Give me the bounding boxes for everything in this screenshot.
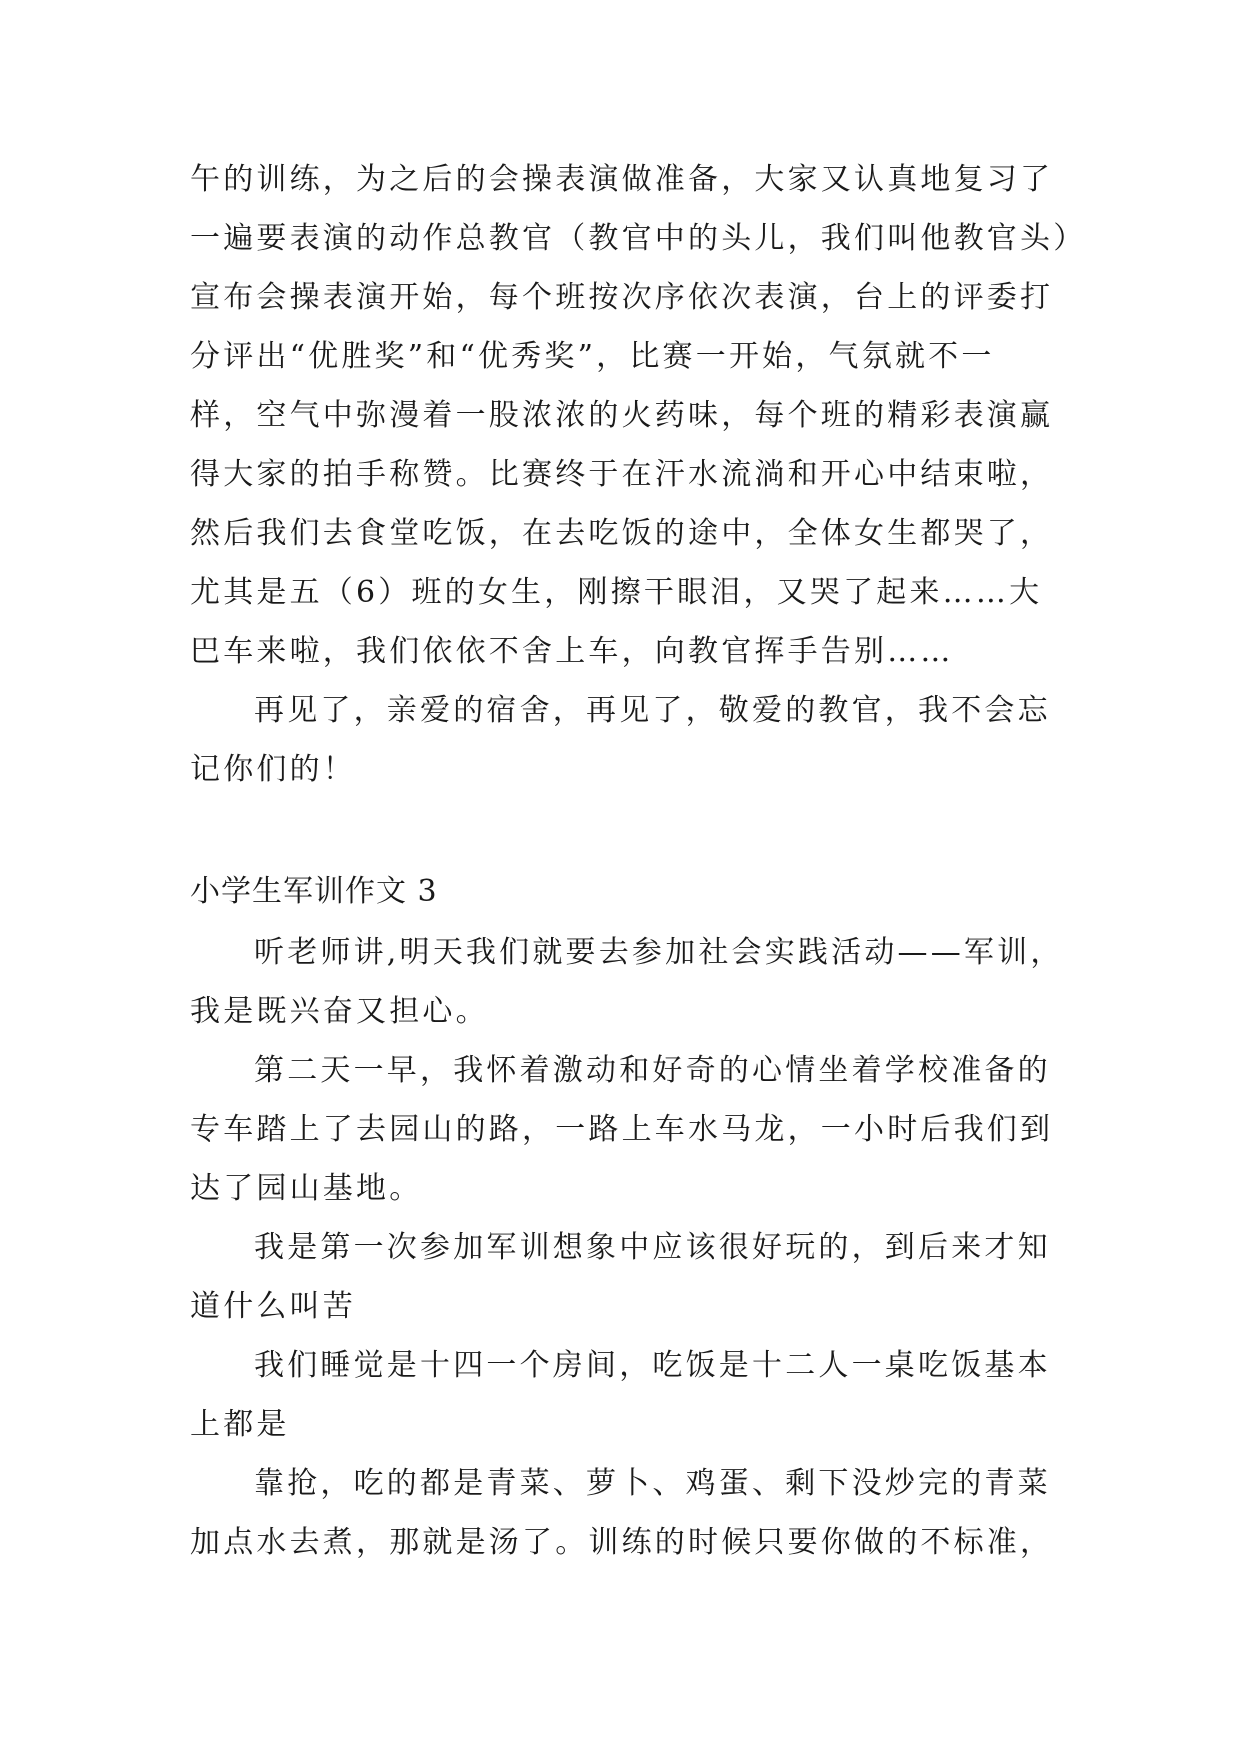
section-heading: 小学生军训作文 3	[190, 874, 438, 909]
text-line: 然后我们去食堂吃饭，在去吃饭的途中，全体女生都哭了，	[190, 516, 1054, 551]
text-line: 我们睡觉是十四一个房间，吃饭是十二人一桌吃饭基本	[254, 1348, 1051, 1383]
paragraph-farewell	[190, 681, 1052, 799]
text-line: 记你们的！	[190, 752, 356, 787]
text-line: 宣布会操表演开始，每个班按次序依次表演，台上的评委打	[190, 280, 1054, 315]
paragraph	[190, 923, 1064, 1041]
text-line: 听老师讲,明天我们就要去参加社会实践活动——军训，	[254, 935, 1064, 970]
text-line: 第二天一早，我怀着激动和好奇的心情坐着学校准备的	[254, 1053, 1051, 1088]
text-line: 加点水去煮，那就是汤了。训练的时候只要你做的不标准，	[190, 1525, 1054, 1560]
text-line: 专车踏上了去园山的路，一路上车水马龙，一小时后我们到	[190, 1112, 1054, 1147]
paragraph	[190, 1218, 1052, 1336]
text-line: 靠抢，吃的都是青菜、萝卜、鸡蛋、剩下没炒完的青菜	[254, 1466, 1051, 1501]
paragraph	[190, 1041, 1052, 1218]
text-line: 样，空气中弥漫着一股浓浓的火药味，每个班的精彩表演赢	[190, 398, 1054, 433]
text-line: 再见了，亲爱的宿舍，再见了，敬爱的教官，我不会忘	[254, 693, 1051, 728]
paragraph	[190, 1454, 1052, 1572]
text-line: 一遍要表演的动作总教官（教官中的头儿，我们叫他教官头）	[190, 221, 1087, 256]
text-line: 分评出“优胜奖”和“优秀奖”，比赛一开始，气氛就不一	[190, 339, 995, 374]
text-line: 尤其是五（6）班的女生，刚擦干眼泪，又哭了起来……大	[190, 575, 1043, 610]
text-line: 上都是	[190, 1407, 290, 1442]
text-line: 巴车来啦，我们依依不舍上车，向教官挥手告别……	[190, 634, 954, 669]
paragraph	[190, 1336, 1052, 1454]
text-line: 午的训练，为之后的会操表演做准备，大家又认真地复习了	[190, 162, 1054, 197]
text-line: 道什么叫苦	[190, 1289, 356, 1324]
text-line: 我是第一次参加军训想象中应该很好玩的，到后来才知	[254, 1230, 1051, 1265]
document-body	[190, 150, 1087, 1572]
text-line: 我是既兴奋又担心。	[190, 994, 489, 1029]
text-line: 达了园山基地。	[190, 1171, 423, 1206]
text-line: 得大家的拍手称赞。比赛终于在汗水流淌和开心中结束啦，	[190, 457, 1054, 492]
section-gap	[190, 799, 1052, 861]
paragraph-continued	[190, 150, 1087, 681]
